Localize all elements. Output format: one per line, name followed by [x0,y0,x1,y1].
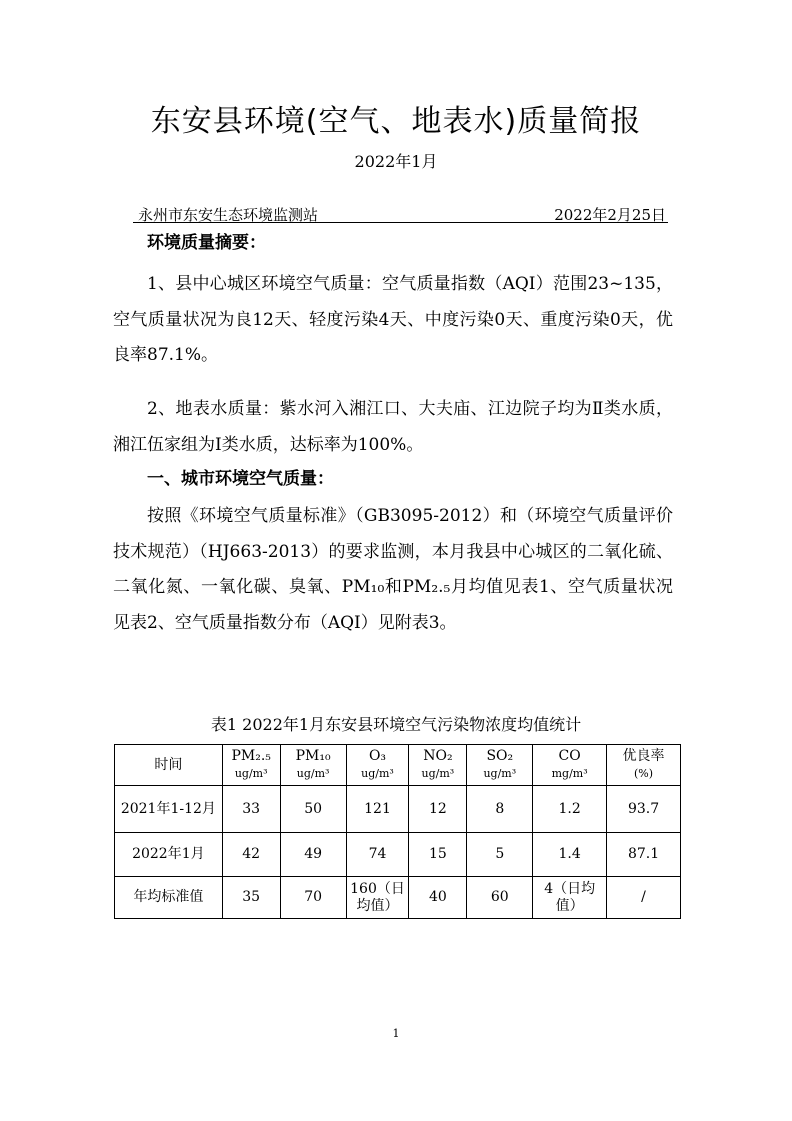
table-cell: 35 [222,877,280,919]
table-cell: / [607,877,681,919]
table-cell: 12 [409,786,467,833]
header-cell: PM₁₀ ug/m³ [280,745,346,786]
table-caption: 表1 2022年1月东安县环境空气污染物浓度均值统计 [210,715,582,734]
table-cell: 年均标准值 [115,877,223,919]
header-cell: 时间 [115,745,223,786]
document-title: 东安县环境(空气、地表水)质量简报 [150,104,642,139]
table-row [115,833,681,877]
header-cell: SO₂ ug/m³ [467,745,533,786]
table-cell: 42 [222,833,280,877]
header-cell: NO₂ ug/m³ [409,745,467,786]
table-cell: 1.4 [533,833,607,877]
table-cell: 15 [409,833,467,877]
header-cell: CO mg/m³ [533,745,607,786]
section1-heading: 一、城市环境空气质量： [147,469,334,489]
table-header-row [115,745,681,786]
table-row [115,786,681,833]
header-cell: 优良率 (%) [607,745,681,786]
summary-heading: 环境质量摘要： [147,233,266,253]
table-cell: 87.1 [607,833,681,877]
section1-paragraph: 按照《环境空气质量标准》（GB3095-2012）和（环境空气质量评价技术规范）（HJ663-2013）的要求监测，本月我县中心城区的二氧化硫、二氧化氮、一氧化碳、臭氧、PM₁₀和PM₂.₅月均值见表1、空气质量状况见表2、空气质量指数分布（AQI）见附表3。 [113,506,673,633]
table-cell: 4（日均值） [533,877,607,919]
header-cell: PM₂.₅ ug/m³ [222,745,280,786]
table-row [115,877,681,919]
table-cell: 5 [467,833,533,877]
table-cell: 49 [280,833,346,877]
pollutant-table [114,744,681,919]
table-cell: 50 [280,786,346,833]
table-cell: 70 [280,877,346,919]
summary-water-paragraph: 2、地表水质量：紫水河入湘江口、大夫庙、江边院子均为Ⅱ类水质，湘江伍家组为Ⅰ类水质，达标率为100%。 [113,399,673,455]
table-cell: 8 [467,786,533,833]
header-cell: O₃ ug/m³ [346,745,409,786]
summary-air-paragraph: 1、县中心城区环境空气质量：空气质量指数（AQI）范围23~135，空气质量状况为良12天、轻度污染4天、中度污染0天、重度污染0天，优良率87.1%。 [113,274,673,365]
table-cell: 33 [222,786,280,833]
report-period: 2022年1月 [354,152,438,171]
table-cell: 2021年1-12月 [115,786,223,833]
page-number: 1 [392,1027,400,1040]
table-cell: 74 [346,833,409,877]
table-cell: 160（日均值） [346,877,409,919]
table-cell: 40 [409,877,467,919]
table-cell: 93.7 [607,786,681,833]
table-cell: 2022年1月 [115,833,223,877]
table-cell: 1.2 [533,786,607,833]
header-divider [133,222,668,223]
table-cell: 60 [467,877,533,919]
issue-date: 2022年2月25日 [554,206,666,224]
issuer-name: 永州市东安生态环境监测站 [138,206,319,224]
table-cell: 121 [346,786,409,833]
